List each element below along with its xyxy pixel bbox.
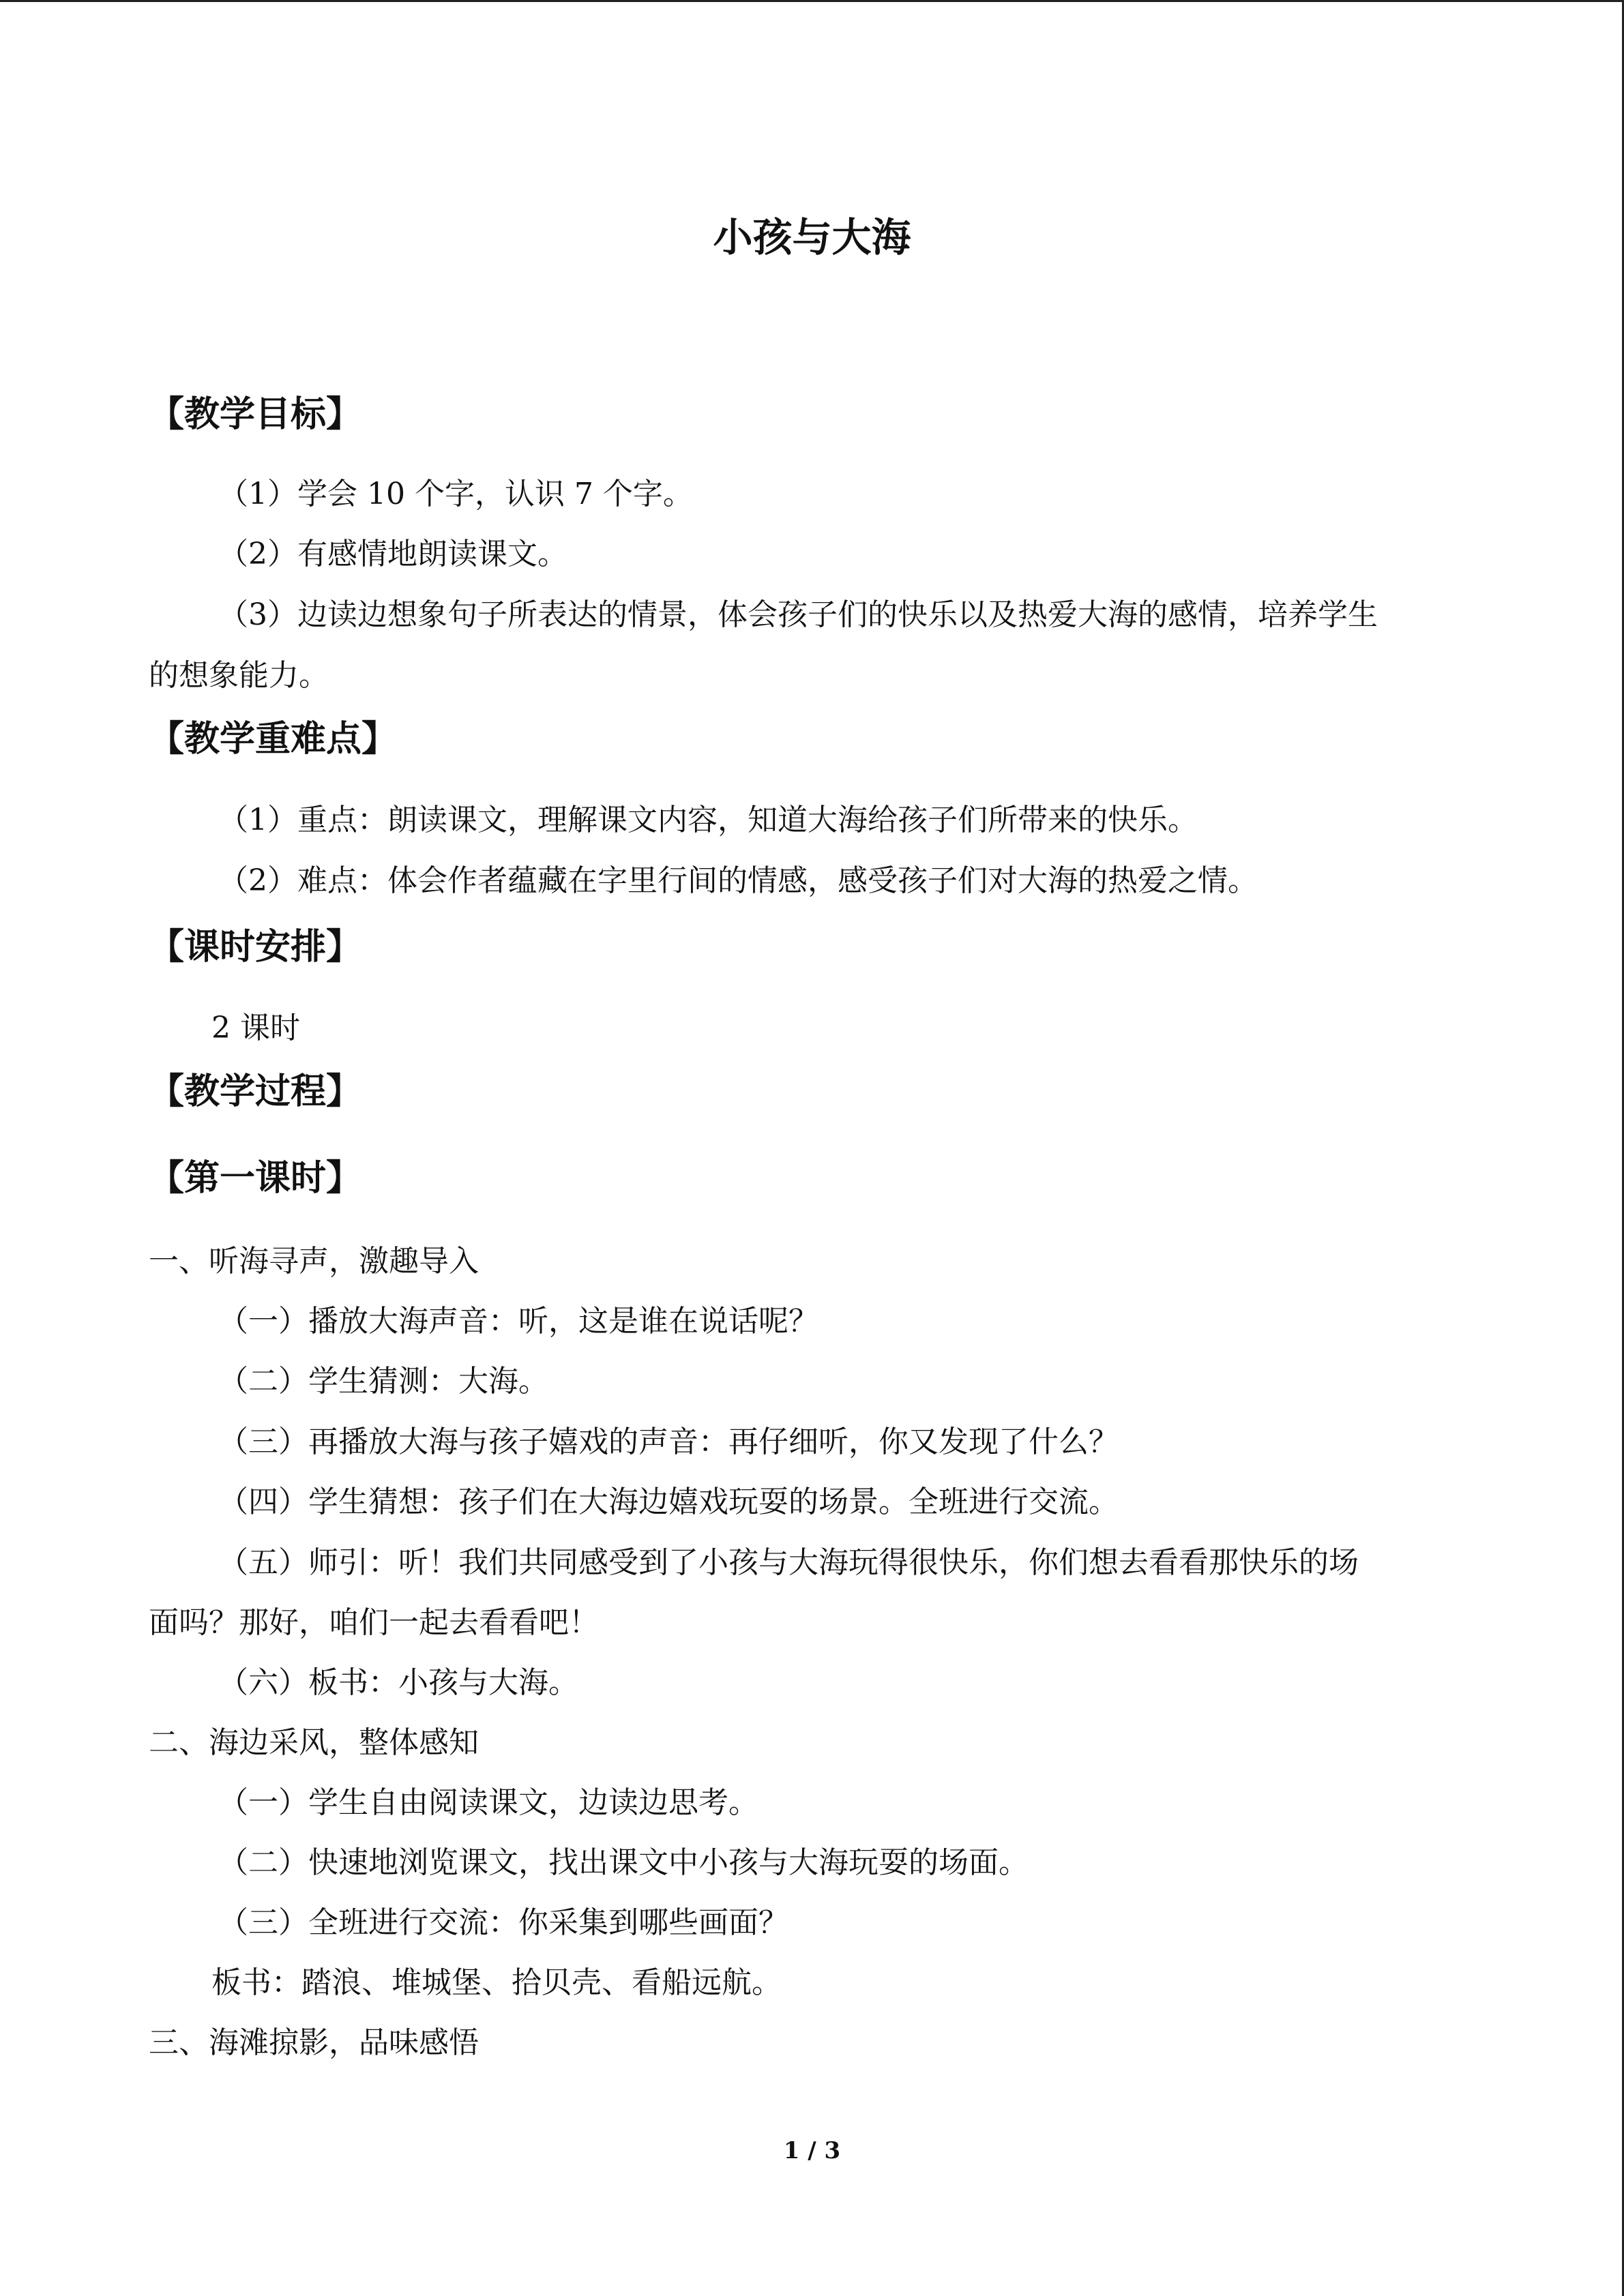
heading-schedule: 【课时安排】 [149,927,362,968]
objective-item-3: （3）边读边想象句子所表达的情景，体会孩子们的快乐以及热爱大海的感情，培养学生 [218,597,1378,632]
page-title: 小孩与大海 [713,214,911,260]
part2-title: 二、海边采风，整体感知 [149,1725,479,1760]
part1-item-1: （一）播放大海声音：听，这是谁在说话呢？ [218,1304,818,1339]
part3-title: 三、海滩掠影，品味感悟 [149,2025,479,2060]
part1-item-3: （三）再播放大海与孩子嬉戏的声音：再仔细听，你又发现了什么？ [218,1425,1119,1459]
heading-process: 【教学过程】 [149,1071,362,1112]
part1-item-5-cont: 面吗？那好，咱们一起去看看吧！ [149,1605,599,1640]
objective-item-2: （2）有感情地朗读课文。 [218,537,567,571]
part1-item-2: （二）学生猜测：大海。 [218,1364,548,1399]
part1-title: 一、听海寻声，激趣导入 [149,1244,479,1279]
key-point-1: （1）重点：朗读课文，理解课文内容，知道大海给孩子们所带来的快乐。 [218,803,1198,837]
heading-key-points: 【教学重难点】 [149,719,398,760]
part1-item-4: （四）学生猜想：孩子们在大海边嬉戏玩耍的场景。全班进行交流。 [218,1485,1119,1519]
part1-item-6: （六）板书：小孩与大海。 [218,1665,578,1700]
part1-item-5: （五）师引：听！我们共同感受到了小孩与大海玩得很快乐，你们想去看看那快乐的场 [218,1545,1359,1580]
objective-item-1: （1）学会 10 个字，认识 7 个字。 [218,477,693,511]
page-number: 1 / 3 [783,2137,841,2164]
part2-item-3: （三）全班进行交流：你采集到哪些画面？ [218,1905,788,1940]
schedule-text: 2 课时 [211,1011,300,1045]
objective-item-3-cont: 的想象能力。 [149,658,329,693]
key-point-2: （2）难点：体会作者蕴藏在字里行间的情感，感受孩子们对大海的热爱之情。 [218,863,1258,898]
part2-item-1: （一）学生自由阅读课文，边读边思考。 [218,1785,758,1820]
part2-board-note: 板书：踏浪、堆城堡、拾贝壳、看船远航。 [211,1965,782,2000]
part2-item-2: （二）快速地浏览课文，找出课文中小孩与大海玩耍的场面。 [218,1845,1029,1880]
heading-first-lesson: 【第一课时】 [149,1158,362,1199]
heading-objectives: 【教学目标】 [149,394,362,435]
